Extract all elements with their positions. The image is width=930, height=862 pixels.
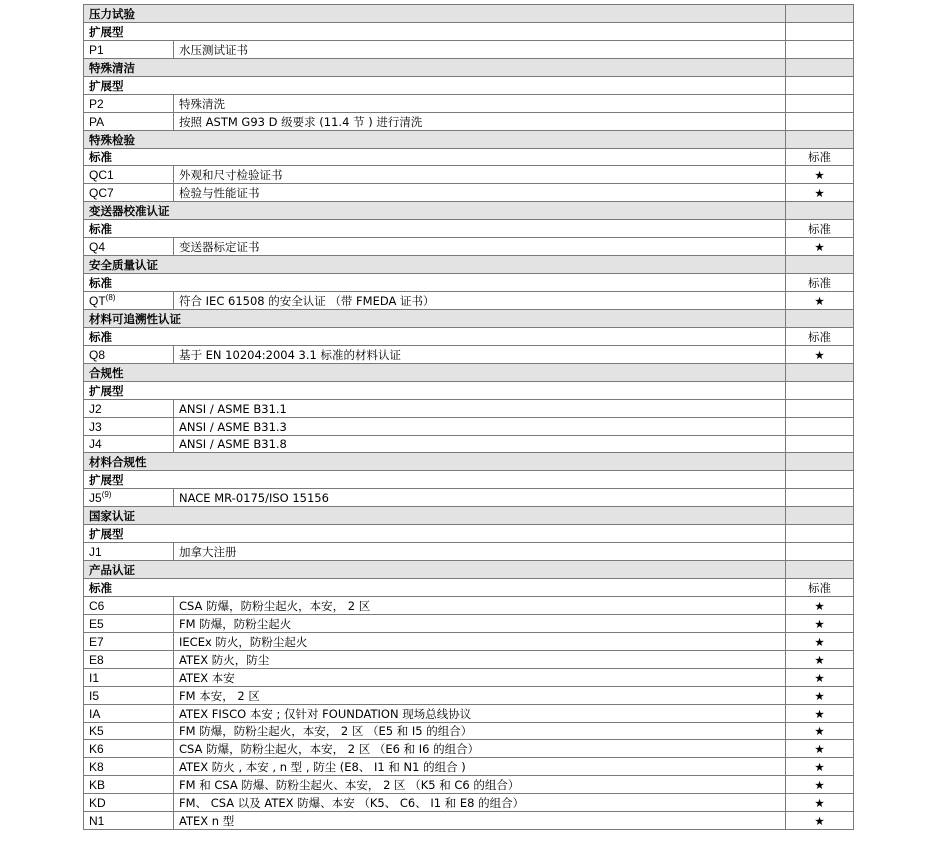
table-row — [84, 614, 854, 632]
subheader-row — [84, 579, 854, 597]
subheader-standard-label: 标准 — [786, 579, 854, 597]
standard-star-icon: ★ — [786, 614, 854, 632]
section-title: 材料可追溯性认证 — [84, 309, 786, 327]
standard-star-icon: ★ — [786, 794, 854, 812]
option-code: QT — [89, 293, 106, 308]
subheader-row — [84, 327, 854, 345]
option-code: J3 — [89, 419, 102, 434]
section-title: 国家认证 — [84, 507, 786, 525]
section-header-row — [84, 256, 854, 274]
section-header-row — [84, 363, 854, 381]
option-description: FM 防爆，防粉尘起火 — [174, 614, 786, 632]
option-code-cell — [84, 94, 174, 112]
option-description: NACE MR-0175/ISO 15156 — [174, 489, 786, 507]
option-code: C6 — [89, 598, 105, 613]
table-row — [84, 812, 854, 830]
section-spacer-cell — [786, 453, 854, 471]
option-description: IECEx 防火，防粉尘起火 — [174, 632, 786, 650]
option-code-cell — [84, 399, 174, 417]
standard-star-icon — [786, 489, 854, 507]
subheader-row — [84, 220, 854, 238]
option-code: KB — [89, 778, 106, 793]
subheader-label: 扩展型 — [84, 525, 786, 543]
section-header-row — [84, 561, 854, 579]
standard-star-icon: ★ — [786, 812, 854, 830]
standard-star-icon: ★ — [786, 238, 854, 256]
section-spacer-cell — [786, 309, 854, 327]
option-code: Q4 — [89, 240, 106, 255]
section-spacer-cell — [786, 507, 854, 525]
option-code-cell — [84, 668, 174, 686]
table-row — [84, 740, 854, 758]
standard-star-icon: ★ — [786, 668, 854, 686]
table-row — [84, 435, 854, 453]
option-code-cell — [84, 758, 174, 776]
standard-star-icon: ★ — [786, 740, 854, 758]
section-spacer-cell — [786, 363, 854, 381]
table-row — [84, 668, 854, 686]
option-code: P1 — [89, 42, 104, 57]
subheader-standard-label — [786, 471, 854, 489]
options-table — [83, 4, 854, 830]
option-code: PA — [89, 114, 105, 129]
subheader-standard-label: 标准 — [786, 148, 854, 166]
option-description: ATEX 本安 — [174, 668, 786, 686]
option-code: I5 — [89, 688, 100, 703]
option-code-cell — [84, 489, 174, 507]
option-code: IA — [89, 706, 101, 721]
standard-star-icon: ★ — [786, 292, 854, 310]
standard-star-icon: ★ — [786, 345, 854, 363]
option-code: K8 — [89, 760, 104, 775]
standard-star-icon: ★ — [786, 184, 854, 202]
option-description: CSA 防爆，防粉尘起火，本安， 2 区 （E6 和 I6 的组合） — [174, 740, 786, 758]
subheader-label: 标准 — [84, 220, 786, 238]
option-description: 符合 IEC 61508 的安全认证 （带 FMEDA 证书） — [174, 292, 786, 310]
subheader-standard-label: 标准 — [786, 220, 854, 238]
table-row — [84, 166, 854, 184]
subheader-label: 扩展型 — [84, 381, 786, 399]
table-row — [84, 112, 854, 130]
section-title: 安全质量认证 — [84, 256, 786, 274]
option-code-cell — [84, 417, 174, 435]
option-code: N1 — [89, 814, 105, 829]
subheader-row — [84, 471, 854, 489]
option-code: J1 — [89, 545, 102, 560]
subheader-row — [84, 525, 854, 543]
option-code-cell — [84, 238, 174, 256]
option-code: J2 — [89, 401, 102, 416]
standard-star-icon: ★ — [786, 632, 854, 650]
option-code: I1 — [89, 670, 100, 685]
standard-star-icon — [786, 94, 854, 112]
subheader-label: 扩展型 — [84, 76, 786, 94]
option-code: E8 — [89, 652, 104, 667]
option-code: QC1 — [89, 168, 114, 183]
option-code-cell — [84, 614, 174, 632]
table-row — [84, 632, 854, 650]
table-row — [84, 94, 854, 112]
option-code-cell — [84, 345, 174, 363]
option-description: 基于 EN 10204:2004 3.1 标准的材料认证 — [174, 345, 786, 363]
standard-star-icon: ★ — [786, 758, 854, 776]
option-code-cell — [84, 112, 174, 130]
footnote-ref: (9) — [101, 490, 112, 500]
subheader-label: 扩展型 — [84, 471, 786, 489]
option-code-cell — [84, 596, 174, 614]
section-spacer-cell — [786, 130, 854, 148]
option-description: FM、 CSA 以及 ATEX 防爆、本安 （K5、 C6、 I1 和 E8 的组合） — [174, 794, 786, 812]
option-code-cell — [84, 292, 174, 310]
standard-star-icon — [786, 112, 854, 130]
option-description: 按照 ASTM G93 D 级要求 (11.4 节 ) 进行清洗 — [174, 112, 786, 130]
section-header-row — [84, 507, 854, 525]
subheader-label: 标准 — [84, 274, 786, 292]
options-table-body — [84, 5, 854, 830]
section-title: 变送器校准认证 — [84, 202, 786, 220]
section-header-row — [84, 202, 854, 220]
section-header-row — [84, 453, 854, 471]
option-code-cell — [84, 740, 174, 758]
subheader-row — [84, 22, 854, 40]
option-code-cell — [84, 812, 174, 830]
option-description: 检验与性能证书 — [174, 184, 786, 202]
section-title: 材料合规性 — [84, 453, 786, 471]
option-code: J4 — [89, 437, 102, 452]
subheader-standard-label: 标准 — [786, 274, 854, 292]
option-code-cell — [84, 704, 174, 722]
subheader-standard-label: 标准 — [786, 327, 854, 345]
section-header-row — [84, 130, 854, 148]
option-code: KD — [89, 796, 106, 811]
option-description: FM 防爆，防粉尘起火，本安， 2 区 （E5 和 I5 的组合） — [174, 722, 786, 740]
table-row — [84, 794, 854, 812]
subheader-row — [84, 274, 854, 292]
subheader-standard-label — [786, 22, 854, 40]
subheader-label: 标准 — [84, 148, 786, 166]
standard-star-icon: ★ — [786, 704, 854, 722]
table-row — [84, 686, 854, 704]
table-row — [84, 776, 854, 794]
option-code-cell — [84, 794, 174, 812]
table-row — [84, 417, 854, 435]
table-row — [84, 489, 854, 507]
option-code: Q8 — [89, 347, 106, 362]
standard-star-icon: ★ — [786, 596, 854, 614]
option-code-cell — [84, 650, 174, 668]
option-code: K6 — [89, 742, 104, 757]
option-description: FM 本安， 2 区 — [174, 686, 786, 704]
section-title: 压力试验 — [84, 5, 786, 23]
option-code-cell — [84, 543, 174, 561]
option-description: 变送器标定证书 — [174, 238, 786, 256]
option-code-cell — [84, 40, 174, 58]
footnote-ref: (8) — [105, 292, 116, 302]
table-row — [84, 292, 854, 310]
subheader-row — [84, 148, 854, 166]
option-description: ATEX FISCO 本安 ; 仅针对 FOUNDATION 现场总线协议 — [174, 704, 786, 722]
section-spacer-cell — [786, 202, 854, 220]
subheader-row — [84, 381, 854, 399]
standard-star-icon — [786, 417, 854, 435]
option-code: J5 — [89, 491, 102, 506]
section-header-row — [84, 5, 854, 23]
subheader-standard-label — [786, 525, 854, 543]
standard-star-icon — [786, 435, 854, 453]
section-title: 特殊检验 — [84, 130, 786, 148]
option-description: ANSI / ASME B31.1 — [174, 399, 786, 417]
option-code-cell — [84, 166, 174, 184]
option-code: E5 — [89, 616, 104, 631]
section-spacer-cell — [786, 58, 854, 76]
subheader-row — [84, 76, 854, 94]
option-description: 外观和尺寸检验证书 — [174, 166, 786, 184]
table-row — [84, 758, 854, 776]
table-row — [84, 399, 854, 417]
option-description: ATEX 防火，防尘 — [174, 650, 786, 668]
option-description: ATEX 防火 , 本安 , n 型 , 防尘 (E8、 I1 和 N1 的组合 ) — [174, 758, 786, 776]
subheader-label: 扩展型 — [84, 22, 786, 40]
subheader-standard-label — [786, 76, 854, 94]
standard-star-icon — [786, 543, 854, 561]
option-code: P2 — [89, 96, 104, 111]
standard-star-icon: ★ — [786, 166, 854, 184]
option-code: E7 — [89, 634, 104, 649]
subheader-standard-label — [786, 381, 854, 399]
option-description: FM 和 CSA 防爆、防粉尘起火、本安， 2 区 （K5 和 C6 的组合） — [174, 776, 786, 794]
section-spacer-cell — [786, 5, 854, 23]
table-row — [84, 704, 854, 722]
section-header-row — [84, 58, 854, 76]
table-row — [84, 345, 854, 363]
option-description: 水压测试证书 — [174, 40, 786, 58]
option-description: 特殊清洗 — [174, 94, 786, 112]
table-row — [84, 650, 854, 668]
option-description: 加拿大注册 — [174, 543, 786, 561]
subheader-label: 标准 — [84, 327, 786, 345]
standard-star-icon: ★ — [786, 650, 854, 668]
option-description: ANSI / ASME B31.3 — [174, 417, 786, 435]
option-code-cell — [84, 722, 174, 740]
table-row — [84, 238, 854, 256]
section-title: 特殊清洁 — [84, 58, 786, 76]
option-description: CSA 防爆，防粉尘起火，本安， 2 区 — [174, 596, 786, 614]
option-code-cell — [84, 184, 174, 202]
section-spacer-cell — [786, 256, 854, 274]
standard-star-icon: ★ — [786, 722, 854, 740]
section-title: 产品认证 — [84, 561, 786, 579]
table-row — [84, 40, 854, 58]
section-title: 合规性 — [84, 363, 786, 381]
table-row — [84, 722, 854, 740]
standard-star-icon — [786, 40, 854, 58]
option-description: ATEX n 型 — [174, 812, 786, 830]
option-code-cell — [84, 435, 174, 453]
section-spacer-cell — [786, 561, 854, 579]
table-row — [84, 596, 854, 614]
table-row — [84, 184, 854, 202]
option-code-cell — [84, 776, 174, 794]
section-header-row — [84, 309, 854, 327]
table-row — [84, 543, 854, 561]
option-description: ANSI / ASME B31.8 — [174, 435, 786, 453]
option-code: QC7 — [89, 186, 114, 201]
standard-star-icon: ★ — [786, 686, 854, 704]
option-code-cell — [84, 632, 174, 650]
standard-star-icon: ★ — [786, 776, 854, 794]
option-code-cell — [84, 686, 174, 704]
option-code: K5 — [89, 724, 104, 739]
standard-star-icon — [786, 399, 854, 417]
subheader-label: 标准 — [84, 579, 786, 597]
